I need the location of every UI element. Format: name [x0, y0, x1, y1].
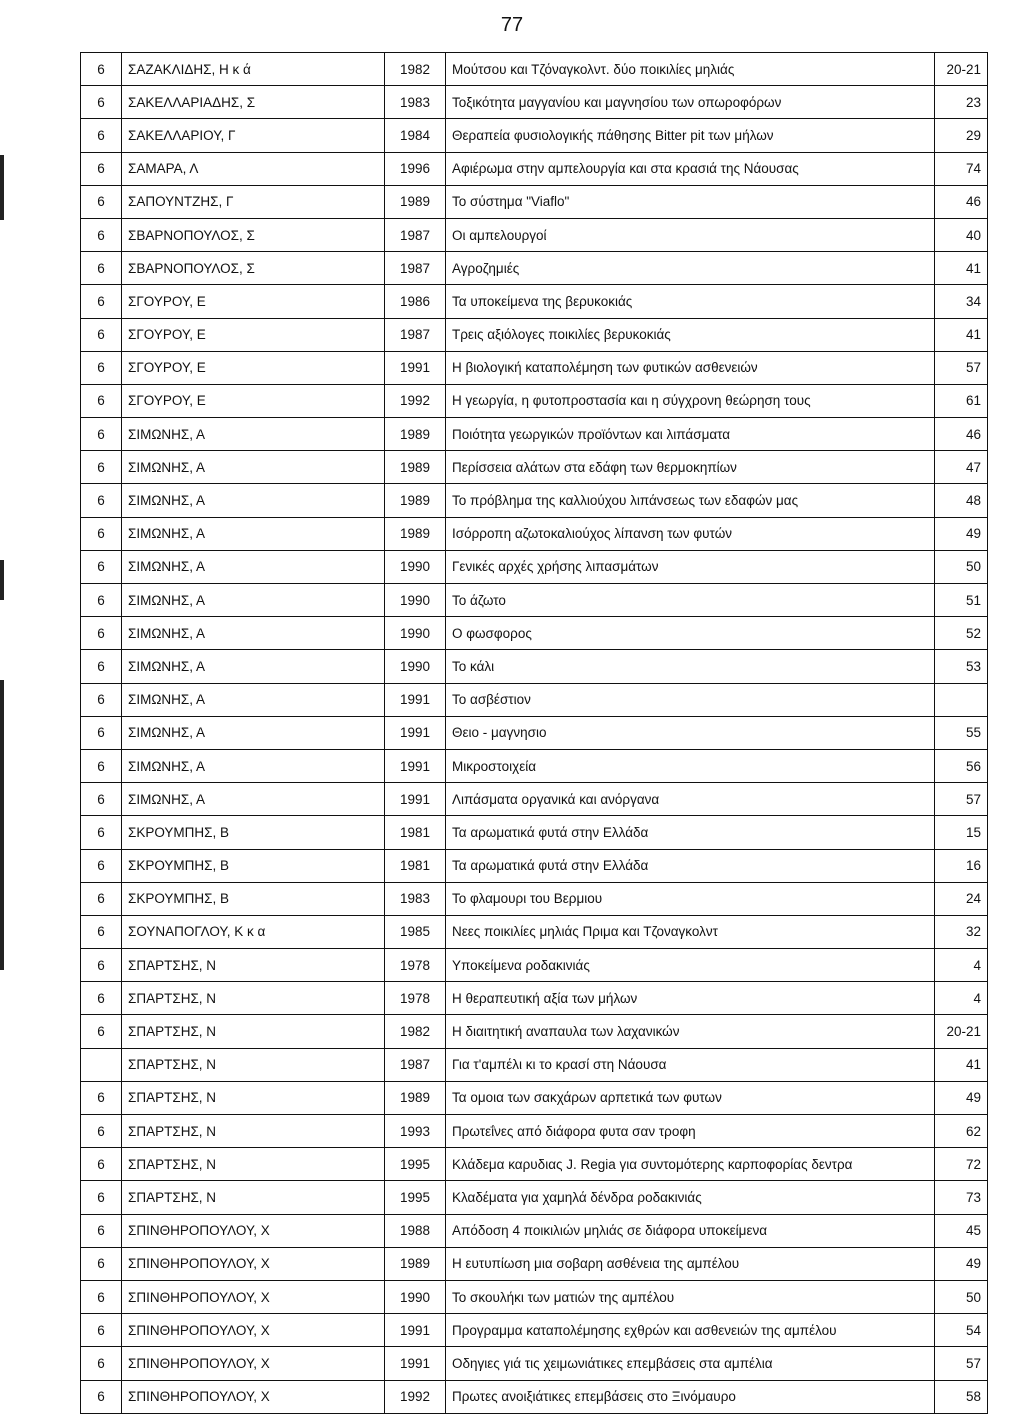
title-cell: Ισόρροπη αζωτοκαλιούχος λίπανση των φυτών — [446, 517, 935, 550]
title-cell: Το άζωτο — [446, 584, 935, 617]
edition-cell: 6 — [81, 484, 122, 517]
edition-cell: 6 — [81, 982, 122, 1015]
title-cell: Η γεωργία, η φυτοπροστασία και η σύγχρονη θεώρηση τους — [446, 384, 935, 417]
page-cell: 57 — [935, 351, 988, 384]
author-cell: ΣΙΜΩΝΗΣ, Α — [122, 517, 385, 550]
title-cell: Τα αρωματικά φυτά στην Ελλάδα — [446, 816, 935, 849]
title-cell: Τα ομοια των σακχάρων αρπετικά των φυτων — [446, 1081, 935, 1114]
title-cell: Για τ'αμπέλι κι το κρασί στη Νάουσα — [446, 1048, 935, 1081]
edition-cell: 6 — [81, 1247, 122, 1280]
table-row — [81, 351, 988, 384]
title-cell: Κλάδεμα καρυδιας J. Regia για συντομότερης καρποφορίας δεντρα — [446, 1148, 935, 1181]
edition-cell: 6 — [81, 1181, 122, 1214]
table-row — [81, 1314, 988, 1347]
title-cell: Το ασβέστιον — [446, 683, 935, 716]
author-cell: ΣΠΑΡΤΣΗΣ, Ν — [122, 1148, 385, 1181]
year-cell: 1978 — [385, 949, 446, 982]
author-cell: ΣΙΜΩΝΗΣ, Α — [122, 484, 385, 517]
year-cell: 1990 — [385, 617, 446, 650]
title-cell: Οι αμπελουργοί — [446, 218, 935, 251]
author-cell: ΣΙΜΩΝΗΣ, Α — [122, 650, 385, 683]
title-cell: Κλαδέματα για χαμηλά δένδρα ροδακινιάς — [446, 1181, 935, 1214]
edition-cell: 6 — [81, 1347, 122, 1380]
table-row — [81, 1214, 988, 1247]
year-cell: 1989 — [385, 484, 446, 517]
page-cell: 32 — [935, 915, 988, 948]
author-cell: ΣΙΜΩΝΗΣ, Α — [122, 716, 385, 749]
edition-cell: 6 — [81, 550, 122, 583]
page-cell: 34 — [935, 285, 988, 318]
title-cell: Τοξικότητα μαγγανίου και μαγνησίου των οπωροφόρων — [446, 86, 935, 119]
year-cell: 1986 — [385, 285, 446, 318]
table-row — [81, 152, 988, 185]
author-cell: ΣΙΜΩΝΗΣ, Α — [122, 584, 385, 617]
table-row — [81, 484, 988, 517]
table-row — [81, 1048, 988, 1081]
edition-cell: 6 — [81, 384, 122, 417]
author-cell: ΣΓΟΥΡΟΥ, Ε — [122, 351, 385, 384]
title-cell: Προγραμμα καταπολέμησης εχθρών και ασθενειών της αμπέλου — [446, 1314, 935, 1347]
title-cell: Υποκείμενα ροδακινιάς — [446, 949, 935, 982]
year-cell: 1983 — [385, 86, 446, 119]
author-cell: ΣΓΟΥΡΟΥ, Ε — [122, 285, 385, 318]
title-cell: Η διαιτητική αναπαυλα των λαχανικών — [446, 1015, 935, 1048]
title-cell: Οδηγιες γιά τις χειμωνιάτικες επεμβάσεις στα αμπέλια — [446, 1347, 935, 1380]
edition-cell — [81, 1048, 122, 1081]
table-row — [81, 418, 988, 451]
author-cell: ΣΠΑΡΤΣΗΣ, Ν — [122, 982, 385, 1015]
author-cell: ΣΑΚΕΛΛΑΡΙΟΥ, Γ — [122, 119, 385, 152]
title-cell: Η ευτυπίωση μια σοβαρη ασθένεια της αμπέλου — [446, 1247, 935, 1280]
page-cell: 72 — [935, 1148, 988, 1181]
year-cell: 1990 — [385, 1280, 446, 1313]
edition-cell: 6 — [81, 1314, 122, 1347]
title-cell: Θεραπεία φυσιολογικής πάθησης Bitter pit των μήλων — [446, 119, 935, 152]
author-cell: ΣΠΑΡΤΣΗΣ, Ν — [122, 949, 385, 982]
title-cell: Ο φωσφορος — [446, 617, 935, 650]
author-cell: ΣΓΟΥΡΟΥ, Ε — [122, 384, 385, 417]
page-cell: 47 — [935, 451, 988, 484]
author-cell: ΣΠΑΡΤΣΗΣ, Ν — [122, 1015, 385, 1048]
table-row — [81, 1181, 988, 1214]
edition-cell: 6 — [81, 119, 122, 152]
title-cell: Αγροζημιές — [446, 252, 935, 285]
page-cell: 52 — [935, 617, 988, 650]
author-cell: ΣΒΑΡΝΟΠΟΥΛΟΣ, Σ — [122, 218, 385, 251]
year-cell: 1989 — [385, 1081, 446, 1114]
author-cell: ΣΚΡΟΥΜΠΗΣ, Β — [122, 816, 385, 849]
year-cell: 1990 — [385, 650, 446, 683]
page-cell: 24 — [935, 882, 988, 915]
edition-cell: 6 — [81, 53, 122, 86]
scan-edge-mark-top — [0, 155, 4, 220]
author-cell: ΣΠΙΝΘΗΡΟΠΟΥΛΟΥ, Χ — [122, 1247, 385, 1280]
page-cell: 55 — [935, 716, 988, 749]
table-row — [81, 285, 988, 318]
page-cell: 16 — [935, 849, 988, 882]
title-cell: Τρεις αξιόλογες ποικιλίες βερυκοκιάς — [446, 318, 935, 351]
edition-cell: 6 — [81, 683, 122, 716]
table-row — [81, 617, 988, 650]
year-cell: 1984 — [385, 119, 446, 152]
edition-cell: 6 — [81, 252, 122, 285]
table-row — [81, 982, 988, 1015]
page-cell: 4 — [935, 949, 988, 982]
edition-cell: 6 — [81, 1015, 122, 1048]
edition-cell: 6 — [81, 749, 122, 782]
table-row — [81, 53, 988, 86]
table-row — [81, 1015, 988, 1048]
year-cell: 1988 — [385, 1214, 446, 1247]
year-cell: 1996 — [385, 152, 446, 185]
page-cell: 48 — [935, 484, 988, 517]
table-row — [81, 517, 988, 550]
year-cell: 1995 — [385, 1181, 446, 1214]
table-row — [81, 185, 988, 218]
author-cell: ΣΠΙΝΘΗΡΟΠΟΥΛΟΥ, Χ — [122, 1280, 385, 1313]
author-cell: ΣΒΑΡΝΟΠΟΥΛΟΣ, Σ — [122, 252, 385, 285]
edition-cell: 6 — [81, 517, 122, 550]
page-cell: 73 — [935, 1181, 988, 1214]
year-cell: 1992 — [385, 384, 446, 417]
title-cell: Το φλαμουρι του Βερμιου — [446, 882, 935, 915]
table-row — [81, 949, 988, 982]
author-cell: ΣΑΠΟΥΝΤΖΗΣ, Γ — [122, 185, 385, 218]
year-cell: 1983 — [385, 882, 446, 915]
author-cell: ΣΚΡΟΥΜΠΗΣ, Β — [122, 849, 385, 882]
page-cell: 41 — [935, 1048, 988, 1081]
table-row — [81, 1380, 988, 1413]
edition-cell: 6 — [81, 949, 122, 982]
page-cell: 23 — [935, 86, 988, 119]
page-number: 77 — [500, 14, 524, 36]
page-cell: 40 — [935, 218, 988, 251]
author-cell: ΣΙΜΩΝΗΣ, Α — [122, 451, 385, 484]
title-cell: Πρωτες ανοιξιάτικες επεμβάσεις στο Ξινόμαυρο — [446, 1380, 935, 1413]
title-cell: Λιπάσματα οργανικά και ανόργανα — [446, 783, 935, 816]
author-cell: ΣΠΑΡΤΣΗΣ, Ν — [122, 1081, 385, 1114]
edition-cell: 6 — [81, 1148, 122, 1181]
year-cell: 1990 — [385, 550, 446, 583]
table-row — [81, 683, 988, 716]
year-cell: 1991 — [385, 1347, 446, 1380]
edition-cell: 6 — [81, 849, 122, 882]
year-cell: 1987 — [385, 1048, 446, 1081]
bibliography-table — [80, 52, 988, 1414]
title-cell: Μούτσου και Τζόναγκολντ. δύο ποικιλίες μηλιάς — [446, 53, 935, 86]
page-cell: 74 — [935, 152, 988, 185]
title-cell: Αφιέρωμα στην αμπελουργία και στα κρασιά της Νάουσας — [446, 152, 935, 185]
author-cell: ΣΠΙΝΘΗΡΟΠΟΥΛΟΥ, Χ — [122, 1347, 385, 1380]
author-cell: ΣΙΜΩΝΗΣ, Α — [122, 783, 385, 816]
page-cell — [935, 683, 988, 716]
edition-cell: 6 — [81, 451, 122, 484]
edition-cell: 6 — [81, 1081, 122, 1114]
page-cell: 45 — [935, 1214, 988, 1247]
year-cell: 1981 — [385, 849, 446, 882]
author-cell: ΣΚΡΟΥΜΠΗΣ, Β — [122, 882, 385, 915]
edition-cell: 6 — [81, 152, 122, 185]
author-cell: ΣΠΙΝΘΗΡΟΠΟΥΛΟΥ, Χ — [122, 1314, 385, 1347]
edition-cell: 6 — [81, 882, 122, 915]
edition-cell: 6 — [81, 1280, 122, 1313]
page-cell: 50 — [935, 1280, 988, 1313]
year-cell: 1991 — [385, 749, 446, 782]
edition-cell: 6 — [81, 915, 122, 948]
page-cell: 49 — [935, 1247, 988, 1280]
year-cell: 1985 — [385, 915, 446, 948]
table-row — [81, 86, 988, 119]
edition-cell: 6 — [81, 783, 122, 816]
scan-edge-mark-bottom — [0, 680, 4, 970]
table-row — [81, 1247, 988, 1280]
year-cell: 1987 — [385, 218, 446, 251]
table-row — [81, 318, 988, 351]
title-cell: Το σύστημα "Viaflo" — [446, 185, 935, 218]
year-cell: 1989 — [385, 451, 446, 484]
table-row — [81, 1280, 988, 1313]
table-row — [81, 915, 988, 948]
edition-cell: 6 — [81, 318, 122, 351]
edition-cell: 6 — [81, 584, 122, 617]
page-cell: 57 — [935, 1347, 988, 1380]
edition-cell: 6 — [81, 1380, 122, 1413]
author-cell: ΣΙΜΩΝΗΣ, Α — [122, 683, 385, 716]
table-row — [81, 550, 988, 583]
year-cell: 1982 — [385, 1015, 446, 1048]
table-row — [81, 584, 988, 617]
edition-cell: 6 — [81, 816, 122, 849]
table-row — [81, 1148, 988, 1181]
page-cell: 20-21 — [935, 1015, 988, 1048]
title-cell: Περίσσεια αλάτων στα εδάφη των θερμοκηπίων — [446, 451, 935, 484]
page-cell: 57 — [935, 783, 988, 816]
author-cell: ΣΑΖΑΚΛΙΔΗΣ, Η κ ά — [122, 53, 385, 86]
title-cell: Τα υποκείμενα της βερυκοκιάς — [446, 285, 935, 318]
page-cell: 49 — [935, 1081, 988, 1114]
author-cell: ΣΠΙΝΘΗΡΟΠΟΥΛΟΥ, Χ — [122, 1380, 385, 1413]
title-cell: Η βιολογική καταπολέμηση των φυτικών ασθενειών — [446, 351, 935, 384]
page-cell: 29 — [935, 119, 988, 152]
author-cell: ΣΓΟΥΡΟΥ, Ε — [122, 318, 385, 351]
year-cell: 1989 — [385, 1247, 446, 1280]
year-cell: 1987 — [385, 318, 446, 351]
page-cell: 56 — [935, 749, 988, 782]
table-row — [81, 849, 988, 882]
title-cell: Ποιότητα γεωργικών προϊόντων και λιπάσματα — [446, 418, 935, 451]
year-cell: 1978 — [385, 982, 446, 1015]
page-cell: 15 — [935, 816, 988, 849]
page-cell: 61 — [935, 384, 988, 417]
title-cell: Γενικές αρχές χρήσης λιπασμάτων — [446, 550, 935, 583]
year-cell: 1995 — [385, 1148, 446, 1181]
edition-cell: 6 — [81, 285, 122, 318]
year-cell: 1981 — [385, 816, 446, 849]
page-cell: 41 — [935, 318, 988, 351]
title-cell: Θειο - μαγνησιο — [446, 716, 935, 749]
table-row — [81, 816, 988, 849]
year-cell: 1990 — [385, 584, 446, 617]
author-cell: ΣΙΜΩΝΗΣ, Α — [122, 617, 385, 650]
edition-cell: 6 — [81, 218, 122, 251]
scan-edge-mark-middle — [0, 560, 4, 600]
bibliography-rows — [81, 53, 988, 1414]
author-cell: ΣΑΜΑΡΑ, Λ — [122, 152, 385, 185]
table-row — [81, 252, 988, 285]
year-cell: 1991 — [385, 716, 446, 749]
table-row — [81, 119, 988, 152]
table-row — [81, 451, 988, 484]
table-row — [81, 650, 988, 683]
page-cell: 58 — [935, 1380, 988, 1413]
table-row — [81, 783, 988, 816]
table-row — [81, 1347, 988, 1380]
title-cell: Νεες ποικιλίες μηλιάς Πριμα και Τζοναγκολντ — [446, 915, 935, 948]
table-row — [81, 1081, 988, 1114]
title-cell: Το σκουλήκι των ματιών της αμπέλου — [446, 1280, 935, 1313]
year-cell: 1989 — [385, 185, 446, 218]
author-cell: ΣΠΙΝΘΗΡΟΠΟΥΛΟΥ, Χ — [122, 1214, 385, 1247]
page-cell: 4 — [935, 982, 988, 1015]
page-cell: 62 — [935, 1115, 988, 1148]
table-row — [81, 749, 988, 782]
table-row — [81, 1115, 988, 1148]
table-row — [81, 882, 988, 915]
author-cell: ΣΟΥΝΑΠΟΓΛΟΥ, Κ κ α — [122, 915, 385, 948]
edition-cell: 6 — [81, 1214, 122, 1247]
page-cell: 46 — [935, 185, 988, 218]
page-cell: 54 — [935, 1314, 988, 1347]
title-cell: Τα αρωματικά φυτά στην Ελλάδα — [446, 849, 935, 882]
year-cell: 1991 — [385, 783, 446, 816]
edition-cell: 6 — [81, 716, 122, 749]
year-cell: 1992 — [385, 1380, 446, 1413]
author-cell: ΣΠΑΡΤΣΗΣ, Ν — [122, 1115, 385, 1148]
year-cell: 1989 — [385, 418, 446, 451]
page-cell: 51 — [935, 584, 988, 617]
page-cell: 41 — [935, 252, 988, 285]
title-cell: Η θεραπευτική αξία των μήλων — [446, 982, 935, 1015]
page-cell: 46 — [935, 418, 988, 451]
author-cell: ΣΑΚΕΛΛΑΡΙΑΔΗΣ, Σ — [122, 86, 385, 119]
edition-cell: 6 — [81, 185, 122, 218]
edition-cell: 6 — [81, 351, 122, 384]
edition-cell: 6 — [81, 650, 122, 683]
author-cell: ΣΙΜΩΝΗΣ, Α — [122, 418, 385, 451]
year-cell: 1987 — [385, 252, 446, 285]
year-cell: 1991 — [385, 351, 446, 384]
page-cell: 53 — [935, 650, 988, 683]
edition-cell: 6 — [81, 617, 122, 650]
title-cell: Απόδοση 4 ποικιλιών μηλιάς σε διάφορα υποκείμενα — [446, 1214, 935, 1247]
year-cell: 1982 — [385, 53, 446, 86]
year-cell: 1991 — [385, 683, 446, 716]
table-row — [81, 218, 988, 251]
title-cell: Το κάλι — [446, 650, 935, 683]
title-cell: Το πρόβλημα της καλλιούχου λιπάνσεως των εδαφών μας — [446, 484, 935, 517]
year-cell: 1989 — [385, 517, 446, 550]
edition-cell: 6 — [81, 418, 122, 451]
table-row — [81, 716, 988, 749]
author-cell: ΣΙΜΩΝΗΣ, Α — [122, 550, 385, 583]
edition-cell: 6 — [81, 1115, 122, 1148]
edition-cell: 6 — [81, 86, 122, 119]
page-cell: 50 — [935, 550, 988, 583]
title-cell: Μικροστοιχεία — [446, 749, 935, 782]
author-cell: ΣΠΑΡΤΣΗΣ, Ν — [122, 1181, 385, 1214]
author-cell: ΣΠΑΡΤΣΗΣ, Ν — [122, 1048, 385, 1081]
page-cell: 49 — [935, 517, 988, 550]
table-row — [81, 384, 988, 417]
page-cell: 20-21 — [935, 53, 988, 86]
title-cell: Πρωτεΐνες από διάφορα φυτα σαν τροφη — [446, 1115, 935, 1148]
year-cell: 1993 — [385, 1115, 446, 1148]
author-cell: ΣΙΜΩΝΗΣ, Α — [122, 749, 385, 782]
year-cell: 1991 — [385, 1314, 446, 1347]
